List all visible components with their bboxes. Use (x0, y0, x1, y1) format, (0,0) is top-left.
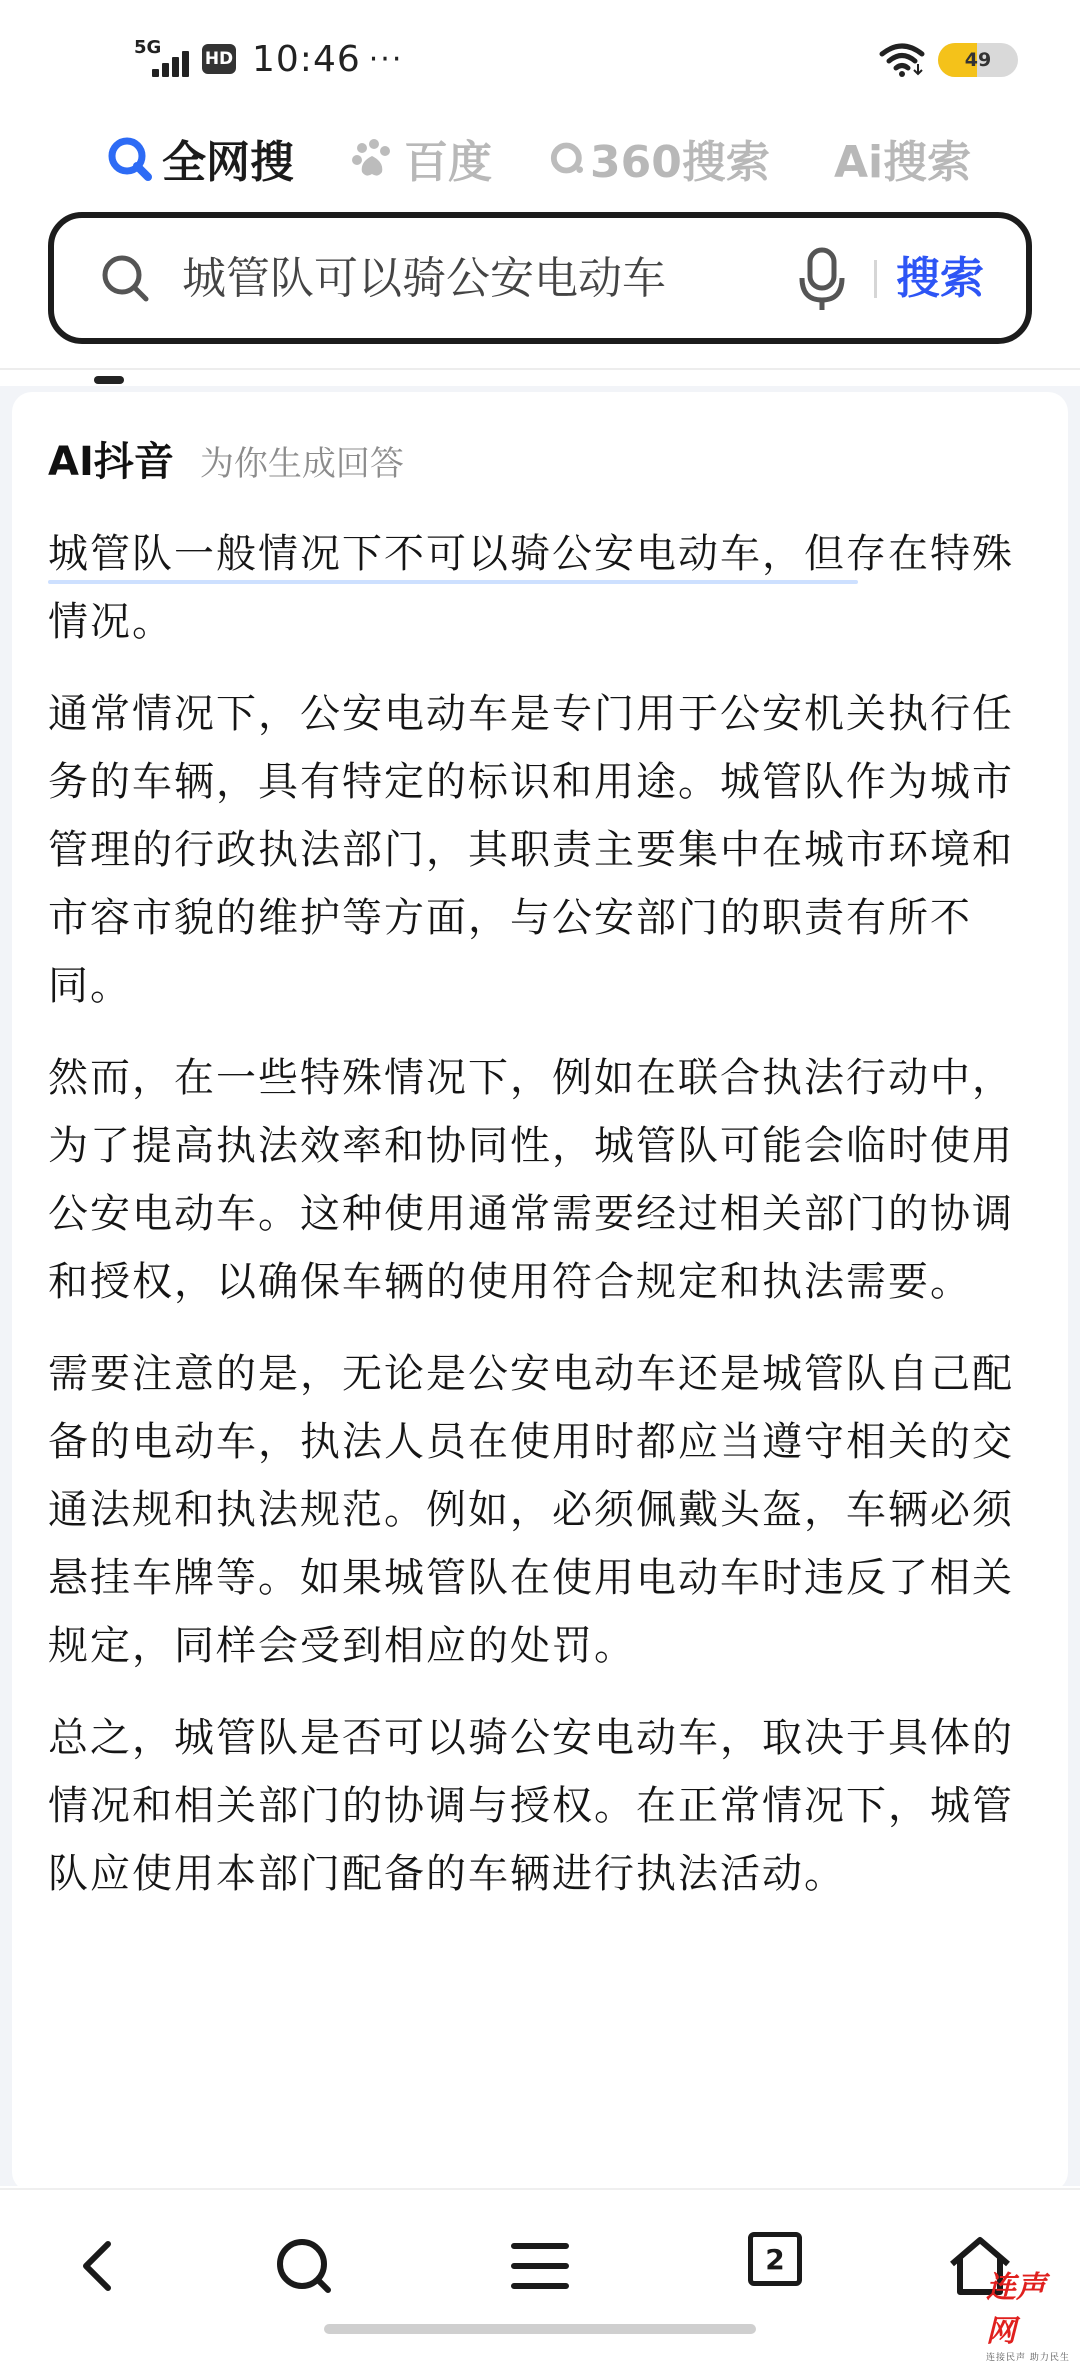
status-bar (0, 0, 1080, 110)
card-subtitle: 为你生成回答 (199, 444, 404, 484)
tab-label: 百度 (404, 137, 492, 188)
answer-text: 城管队一般情况下不可以骑公安电动车，但存在特殊情况。 (48, 531, 1014, 645)
paw-icon (348, 134, 396, 182)
battery-icon (938, 43, 1018, 77)
cellular-signal-icon (134, 39, 196, 79)
answer-paragraph (48, 520, 1028, 656)
highlight-underline (48, 580, 858, 584)
search-icon (98, 251, 154, 307)
tab-label: 360搜索 (590, 137, 770, 188)
card-title: AI抖音 (48, 439, 174, 485)
answer-paragraph: 总之，城管队是否可以骑公安电动车，取决于具体的情况和相关部门的协调与授权。在正常情况下，城管队应使用本部门配备的车辆进行执法活动。 (48, 1715, 1014, 1897)
card-header (48, 430, 404, 487)
microphone-icon[interactable] (794, 246, 850, 312)
engine-tabs (0, 118, 1080, 198)
search-icon[interactable] (268, 2230, 340, 2302)
answer-paragraph: 需要注意的是，无论是公安电动车还是城管队自己配备的电动车，执法人员在使用时都应当遵守相关的交通法规和执法规范。例如，必须佩戴头盔，车辆必须悬挂车牌等。如果城管队在使用电动车时违反了相关规定，同样会受到相应的处罚。 (48, 1351, 1014, 1669)
tab-indicator (94, 376, 124, 384)
answer-paragraph: 通常情况下，公安电动车是专门用于公安机关执行任务的车辆，具有特定的标识和用途。城管队作为城市管理的行政执法部门，其职责主要集中在城市环境和市容市貌的维护等方面，与公安部门的职责有所不同。 (48, 691, 1014, 1009)
tab-count-button[interactable]: 2 (748, 2232, 802, 2286)
menu-icon[interactable] (504, 2230, 576, 2302)
header-divider (0, 368, 1080, 370)
chevron-left-icon[interactable] (64, 2230, 136, 2302)
search-button[interactable]: 搜索 (896, 253, 984, 304)
tab-all-web[interactable] (106, 118, 294, 198)
tab-360[interactable] (548, 118, 770, 198)
tab-ai-search[interactable] (834, 118, 971, 198)
bottom-nav (0, 2188, 1080, 2340)
tab-label: 全网搜 (162, 137, 294, 188)
answer-paragraph: 然而，在一些特殊情况下，例如在联合执法行动中，为了提高执法效率和协同性，城管队可能会临时使用公安电动车。这种使用通常需要经过相关部门的协调和授权，以确保车辆的使用符合规定和执法需要。 (48, 1055, 1014, 1305)
search-q-icon (106, 134, 154, 182)
ring-icon (548, 134, 588, 182)
wifi-icon (878, 40, 926, 80)
more-notifications: ··· (368, 41, 404, 77)
answer-body (48, 520, 1028, 1932)
home-indicator[interactable] (324, 2324, 756, 2334)
hd-badge: HD (202, 44, 236, 74)
search-box[interactable] (48, 212, 1032, 344)
battery-level: 49 (964, 49, 992, 71)
network-type: 5G (134, 37, 162, 58)
search-input[interactable]: 城管队可以骑公安电动车 (182, 253, 666, 304)
watermark-text: 连声网 (986, 2270, 1046, 2349)
status-right (878, 38, 1018, 82)
watermark-logo (986, 2262, 1072, 2363)
clock: 10:46 (252, 38, 361, 80)
status-left (134, 34, 403, 84)
tab-label: Ai搜索 (834, 137, 972, 188)
search-divider (874, 260, 877, 298)
watermark-subtext: 连接民声 助力民生 (986, 2353, 1070, 2363)
tab-baidu[interactable] (348, 118, 492, 198)
ai-answer-card (12, 392, 1068, 2192)
